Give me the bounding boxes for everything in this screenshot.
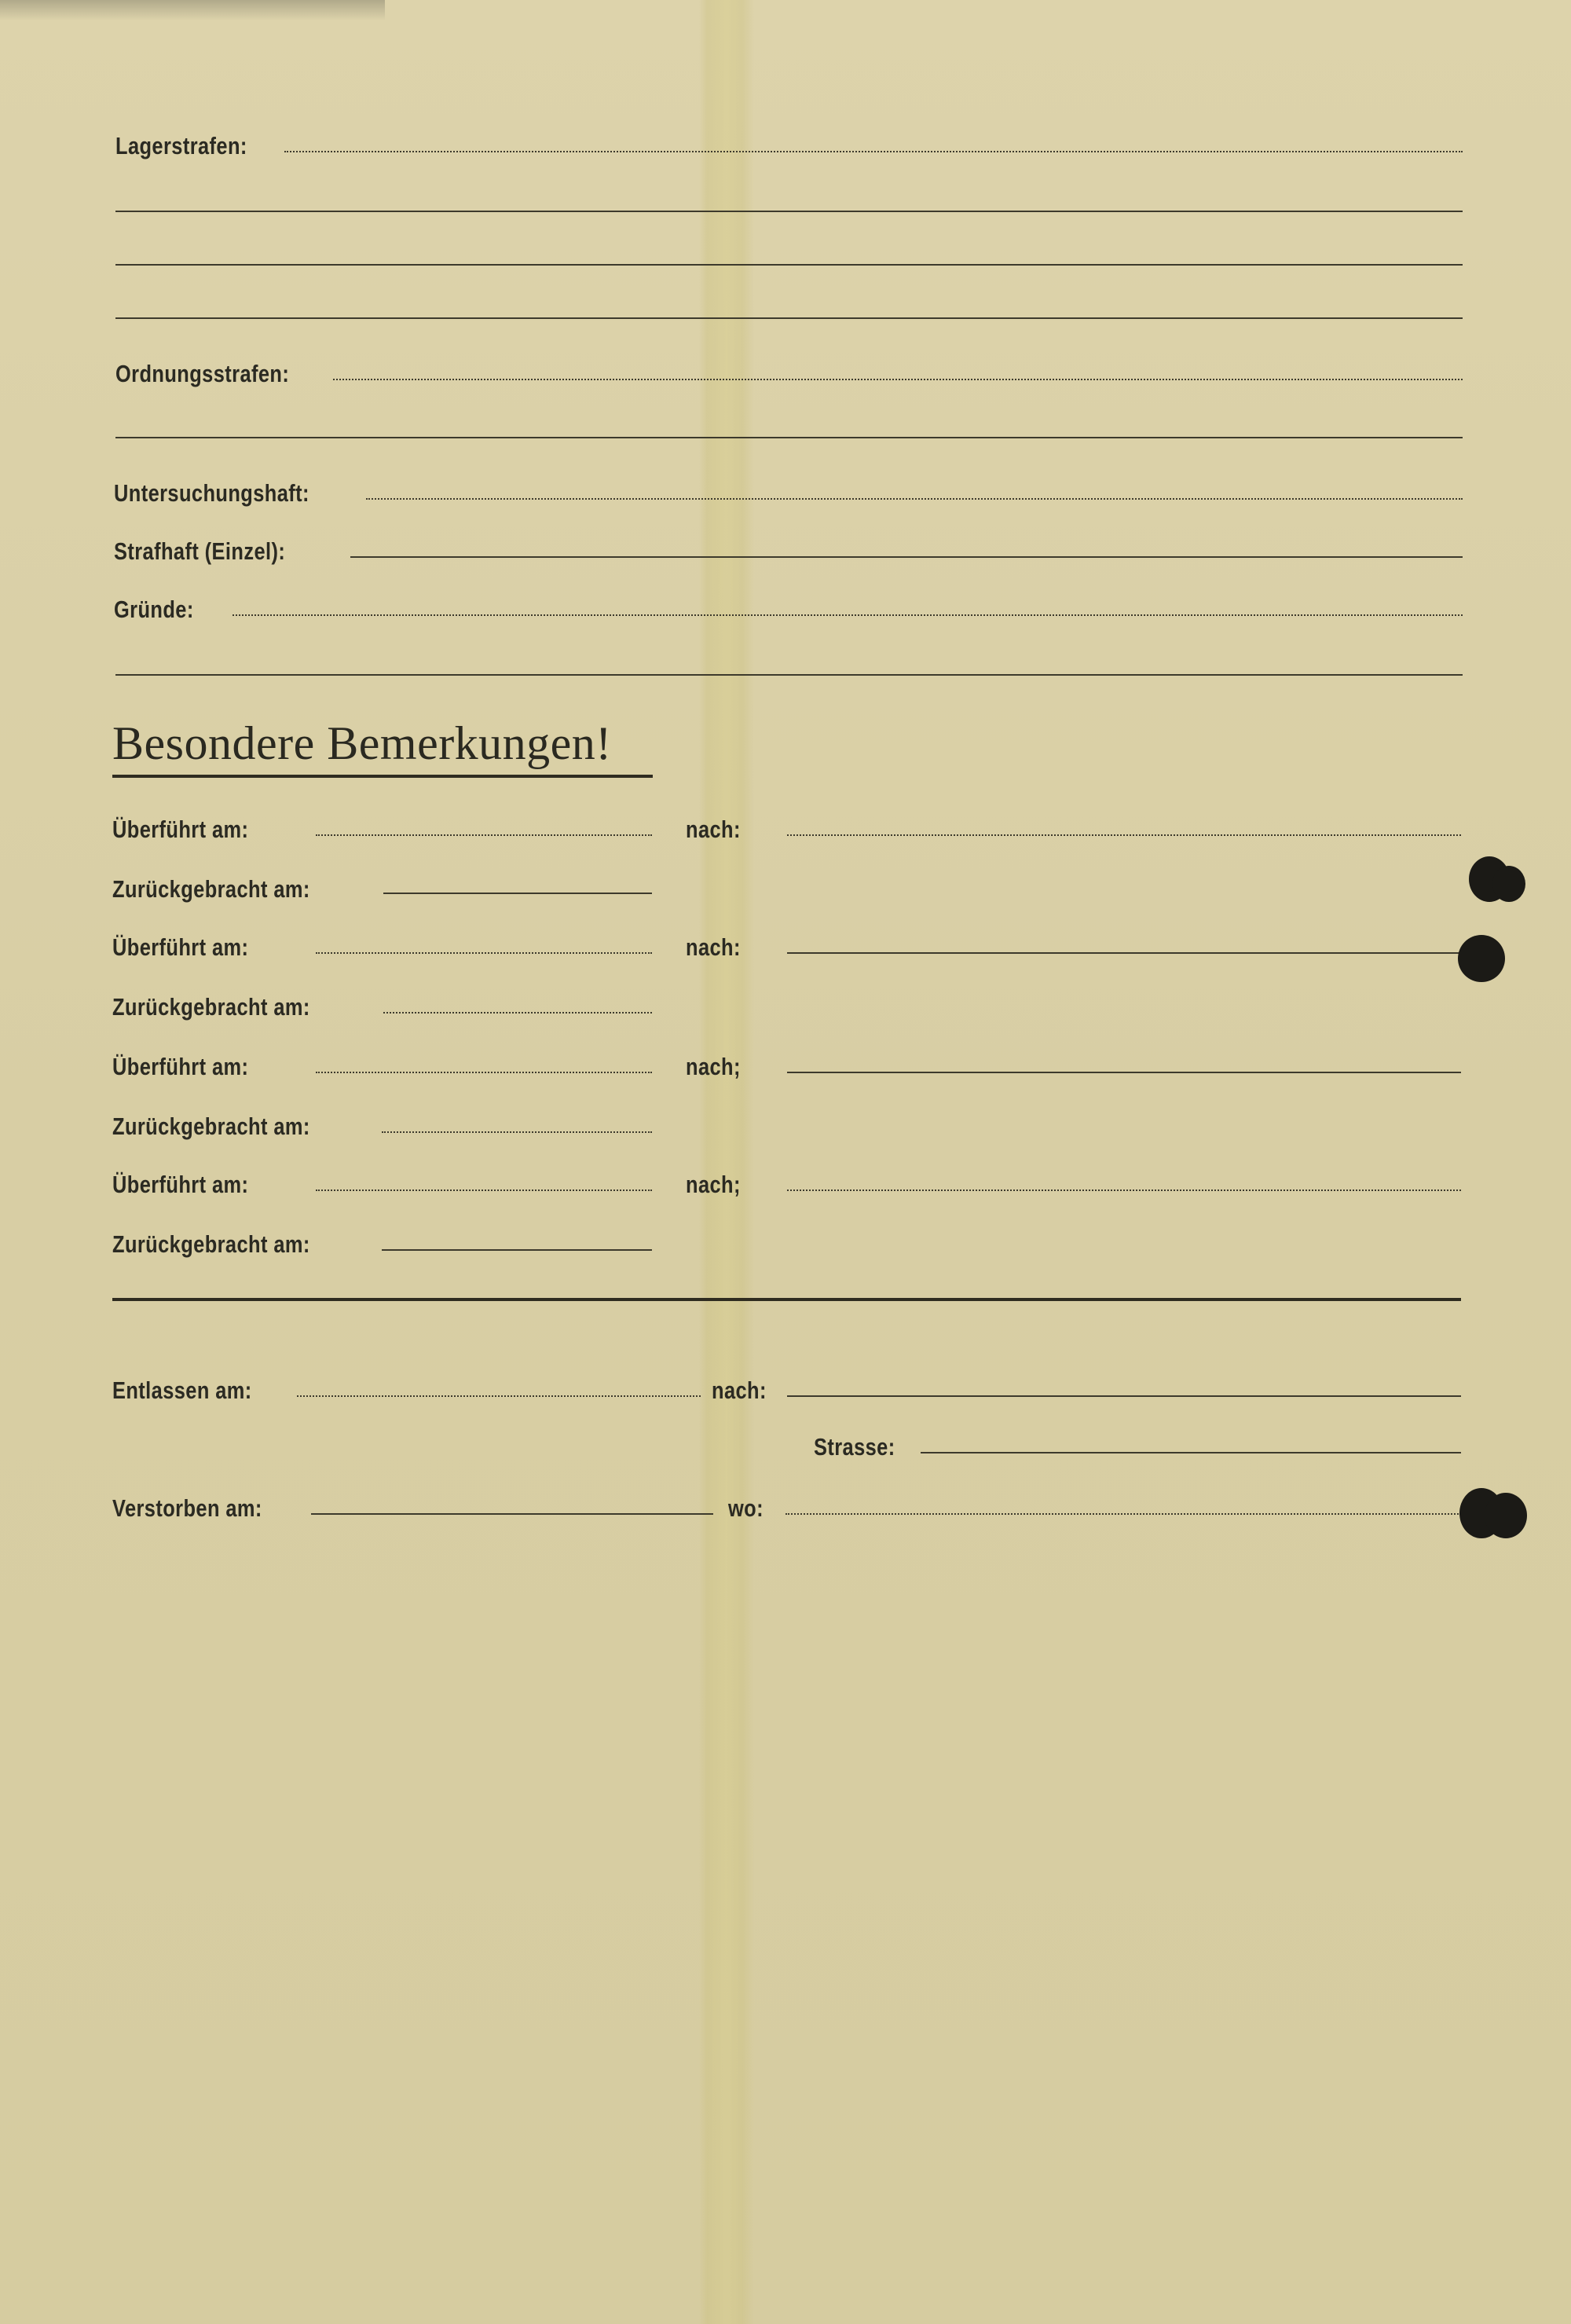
transferred-date-field-1[interactable] xyxy=(316,834,652,836)
returned-label-1: Zurückgebracht am: xyxy=(112,875,310,903)
transfer-to-label-2: nach: xyxy=(686,933,741,961)
released-date-field[interactable] xyxy=(297,1395,701,1397)
camp-punishments-field[interactable] xyxy=(284,151,1463,152)
order-punishments-line-2[interactable] xyxy=(115,437,1463,438)
release-to-label: nach: xyxy=(712,1376,767,1404)
reasons-label: Gründe: xyxy=(114,596,194,623)
street-label: Strasse: xyxy=(814,1433,895,1461)
punch-hole-3b xyxy=(1485,1493,1527,1538)
returned-label-3: Zurückgebracht am: xyxy=(112,1113,310,1140)
section-divider xyxy=(112,1298,1461,1301)
reasons-line-2[interactable] xyxy=(115,674,1463,676)
reasons-field[interactable] xyxy=(233,614,1463,616)
camp-punishments-line-4[interactable] xyxy=(115,317,1463,319)
corner-stain xyxy=(0,0,385,20)
death-place-label: wo: xyxy=(728,1494,764,1522)
transfer-to-label-1: nach: xyxy=(686,816,741,843)
returned-date-field-4[interactable] xyxy=(382,1249,652,1251)
returned-label-2: Zurückgebracht am: xyxy=(112,993,310,1021)
died-label: Verstorben am: xyxy=(112,1494,262,1522)
transferred-label-3: Überführt am: xyxy=(112,1053,249,1080)
transfer-to-field-2[interactable] xyxy=(787,952,1461,954)
custody-field[interactable] xyxy=(366,498,1463,500)
heading-underline xyxy=(112,775,653,778)
transferred-date-field-2[interactable] xyxy=(316,952,652,954)
transferred-label-2: Überführt am: xyxy=(112,933,249,961)
street-field[interactable] xyxy=(921,1452,1461,1453)
punch-hole-2 xyxy=(1458,935,1505,982)
returned-date-field-1[interactable] xyxy=(383,893,652,894)
transferred-label-1: Überführt am: xyxy=(112,816,249,843)
camp-punishments-line-2[interactable] xyxy=(115,211,1463,212)
transfer-to-field-1[interactable] xyxy=(787,834,1461,836)
returned-label-4: Zurückgebracht am: xyxy=(112,1230,310,1258)
order-punishments-label: Ordnungsstrafen: xyxy=(115,360,290,387)
camp-punishments-line-3[interactable] xyxy=(115,264,1463,266)
released-label: Entlassen am: xyxy=(112,1376,252,1404)
transferred-label-4: Überführt am: xyxy=(112,1171,249,1198)
transfer-to-field-3[interactable] xyxy=(787,1072,1461,1073)
custody-label: Untersuchungshaft: xyxy=(114,479,309,507)
returned-date-field-2[interactable] xyxy=(383,1012,652,1014)
transferred-date-field-4[interactable] xyxy=(316,1189,652,1191)
order-punishments-field[interactable] xyxy=(333,379,1463,380)
transferred-date-field-3[interactable] xyxy=(316,1072,652,1073)
returned-date-field-3[interactable] xyxy=(382,1131,652,1133)
punch-hole-1b xyxy=(1492,866,1525,902)
transfer-to-label-4: nach; xyxy=(686,1171,741,1198)
solitary-label: Strafhaft (Einzel): xyxy=(114,537,286,565)
death-place-field[interactable] xyxy=(786,1513,1461,1515)
transfer-to-label-3: nach; xyxy=(686,1053,741,1080)
transfer-to-field-4[interactable] xyxy=(787,1189,1461,1191)
camp-punishments-label: Lagerstrafen: xyxy=(115,132,247,159)
died-date-field[interactable] xyxy=(311,1513,713,1515)
special-remarks-heading: Besondere Bemerkungen! xyxy=(112,717,612,769)
release-to-field[interactable] xyxy=(787,1395,1461,1397)
solitary-field[interactable] xyxy=(350,556,1463,558)
